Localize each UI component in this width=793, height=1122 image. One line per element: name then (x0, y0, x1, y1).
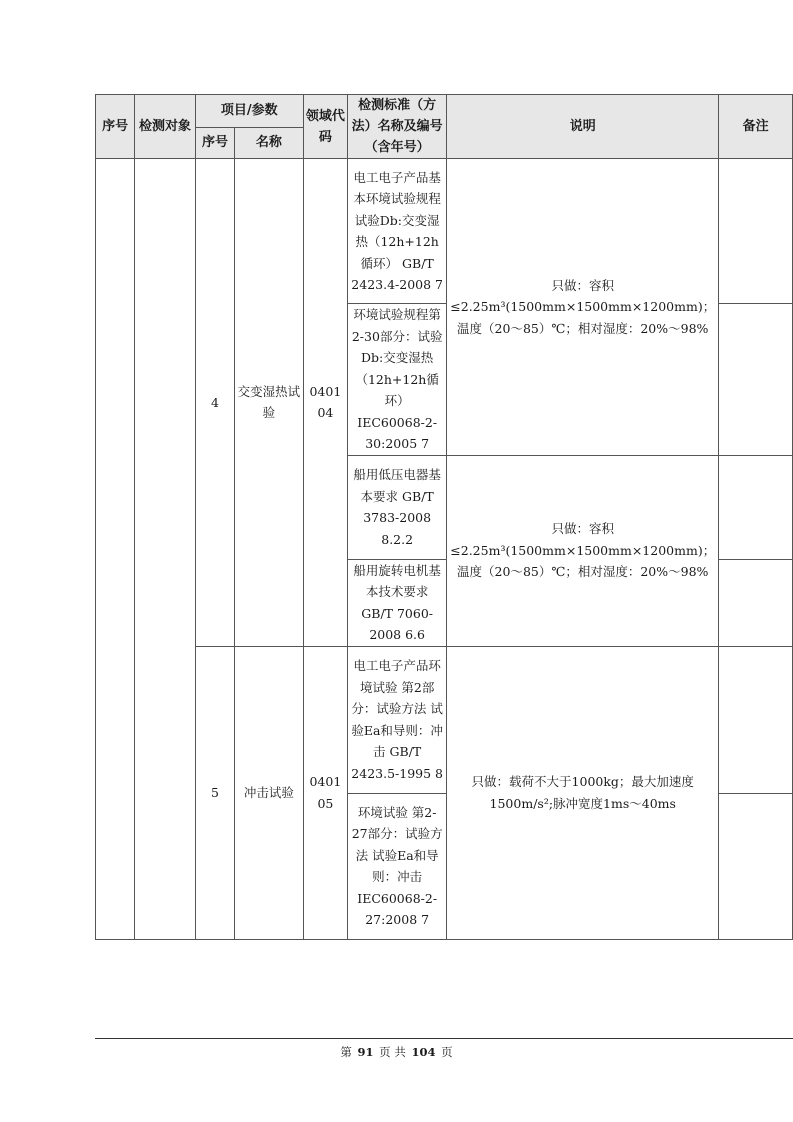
header-remarks: 备注 (719, 95, 793, 159)
header-item-name: 名称 (235, 127, 304, 159)
page-total: 104 (411, 1045, 436, 1059)
header-object: 检测对象 (135, 95, 196, 159)
item-name-cell: 冲击试验 (235, 646, 304, 939)
description-cell: 只做：容积≤2.25m³(1500mm×1500mm×1200mm)；温度（20～85）℃；相对湿度：20%～98% (447, 455, 719, 646)
header-item-param: 项目/参数 (195, 95, 303, 128)
field-code-cell: 0401 05 (303, 646, 347, 939)
standard-cell: 船用旋转电机基本技术要求 GB/T 7060-2008 6.6 (348, 559, 447, 646)
footer-suffix: 页 (441, 1045, 453, 1059)
header-description: 说明 (447, 95, 719, 159)
remarks-cell (719, 793, 793, 939)
remarks-cell (719, 559, 793, 646)
page-number: 91 (357, 1045, 374, 1059)
description-cell: 只做：容积≤2.25m³(1500mm×1500mm×1200mm)；温度（20～85）℃；相对湿度：20%～98% (447, 159, 719, 456)
page-footer (0, 1044, 793, 1060)
footer-prefix: 第 (340, 1045, 352, 1059)
header-field-code: 领域代码 (303, 95, 347, 159)
object-cell (135, 159, 196, 940)
standards-table (95, 94, 793, 940)
remarks-cell (719, 304, 793, 456)
seq-cell (96, 159, 135, 940)
standard-cell: 船用低压电器基本要求 GB/T 3783-2008 8.2.2 (348, 455, 447, 559)
field-code-cell: 0401 04 (303, 159, 347, 647)
description-cell: 只做：载荷不大于1000kg；最大加速度1500m/s²;脉冲宽度1ms～40ms (447, 646, 719, 939)
footer-divider (95, 1038, 793, 1039)
standard-cell: 环境试验规程第2-30部分：试验Db:交变湿热（12h+12h循环）IEC60068-2-30:2005 7 (348, 304, 447, 456)
header-seq: 序号 (96, 95, 135, 159)
remarks-cell (719, 159, 793, 304)
standard-cell: 电工电子产品环境试验 第2部分：试验方法 试验Ea和导则：冲击 GB/T 2423.5-1995 8 (348, 646, 447, 793)
standard-cell: 电工电子产品基本环境试验规程 试验Db:交变湿热（12h+12h循环） GB/T 2423.4-2008 7 (348, 159, 447, 304)
item-seq-cell: 4 (195, 159, 234, 647)
header-item-seq: 序号 (195, 127, 234, 159)
remarks-cell (719, 646, 793, 793)
remarks-cell (719, 455, 793, 559)
standard-cell: 环境试验 第2-27部分：试验方法 试验Ea和导则：冲击 IEC60068-2-27:2008 7 (348, 793, 447, 939)
header-standard: 检测标准（方法）名称及编号（含年号） (348, 95, 447, 159)
item-seq-cell: 5 (195, 646, 234, 939)
footer-middle: 页 共 (379, 1045, 406, 1059)
item-name-cell: 交变湿热试验 (235, 159, 304, 647)
